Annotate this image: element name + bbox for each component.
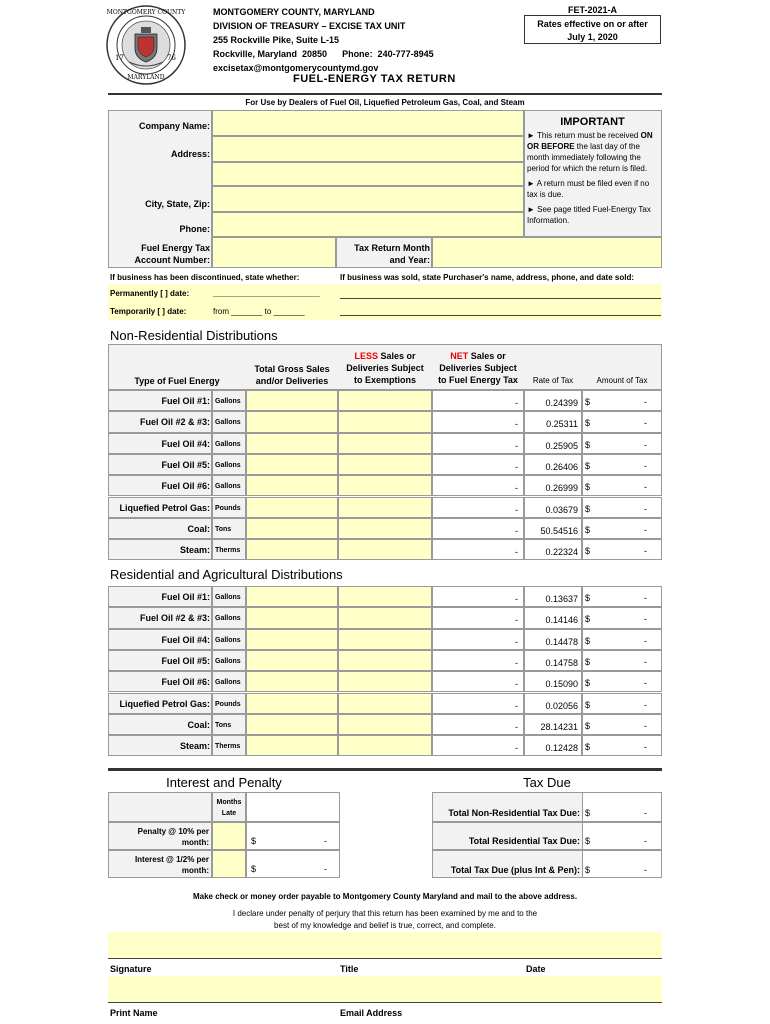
form-subtitle: For Use by Dealers of Fuel Oil, Liquefied Petroleum Gas, Coal, and Steam (245, 98, 525, 107)
nonres-amount-currency: $ (585, 524, 591, 535)
res-rate-value: 0.12428 (524, 735, 582, 756)
address-line-1-input[interactable] (212, 136, 524, 162)
nonres-exempt-input[interactable] (338, 497, 432, 518)
nonres-amount-currency: $ (585, 439, 591, 450)
city-state-zip-input[interactable] (212, 186, 524, 212)
seal-text-top: MONTGOMERY COUNTY (106, 9, 186, 16)
nonres-amount-cell (582, 390, 662, 411)
nonres-fuel-type: Fuel Oil #4: (161, 438, 210, 449)
res-section-title: Residential and Agricultural Distributions (110, 567, 343, 582)
purchaser-line-1[interactable] (340, 298, 661, 299)
res-tax-due-label: Total Residential Tax Due: (468, 836, 580, 846)
address-line-2-input[interactable] (212, 162, 524, 186)
declaration: I declare under penalty of perjury that this return has been examined by me and to the best of my knowledge and belief is true, correct, and complete. (232, 909, 538, 930)
res-amount-cell (582, 693, 662, 714)
months-late-header: Months Late (212, 792, 246, 822)
interest-penalty-title: Interest and Penalty (166, 775, 282, 790)
res-amount-cell (582, 629, 662, 650)
nonres-amount-currency: $ (585, 482, 591, 493)
res-unit: Gallons (212, 671, 246, 692)
nonres-rate-value: 0.03679 (524, 497, 582, 518)
res-tax-due-currency: $ (585, 836, 591, 846)
phone-input[interactable] (212, 212, 524, 237)
res-amount-value: - (644, 720, 647, 731)
nonres-tax-due-cell (582, 792, 662, 822)
nonres-gross-input[interactable] (246, 475, 338, 496)
email-address: excisetax@montgomerycountymd.gov (213, 63, 379, 73)
nonres-amount-currency: $ (585, 397, 591, 407)
res-gross-input[interactable] (246, 650, 338, 671)
seal-year-right: 76 (167, 54, 176, 62)
res-amount-currency: $ (585, 742, 591, 753)
res-amount-value: - (644, 593, 647, 603)
res-fuel-type: Fuel Oil #4: (161, 634, 210, 645)
res-gross-input[interactable] (246, 735, 338, 756)
col-header-amount: Amount of Tax (596, 376, 648, 385)
rates-line-1: Rates effective on or after (537, 19, 648, 29)
res-unit: Gallons (212, 650, 246, 671)
nonres-tax-due-label: Total Non-Residential Tax Due: (448, 808, 580, 818)
nonres-amount-value: - (644, 418, 647, 429)
nonres-amount-cell (582, 518, 662, 539)
nonres-amount-cell (582, 433, 662, 454)
account-number-label (108, 242, 210, 266)
res-gross-input[interactable] (246, 629, 338, 650)
res-exempt-input[interactable] (338, 735, 432, 756)
res-net-value: - (432, 714, 524, 735)
nonres-amount-value: - (644, 397, 647, 407)
nonres-amount-cell (582, 411, 662, 432)
nonres-net-value: - (432, 539, 524, 560)
res-gross-input[interactable] (246, 693, 338, 714)
nonres-fuel-type: Fuel Oil #6: (161, 481, 210, 492)
res-rate-value: 0.14478 (524, 629, 582, 650)
email-address-label: Email Address (340, 1008, 403, 1018)
tax-due-title: Tax Due (523, 775, 571, 790)
total-tax-due-currency: $ (585, 865, 591, 875)
res-net-value: - (432, 607, 524, 628)
nonres-amount-currency: $ (585, 460, 591, 471)
penalty-months-input[interactable] (212, 822, 246, 850)
important-title: IMPORTANT (560, 116, 625, 128)
permanently-date-blank[interactable]: ________________________ (213, 288, 320, 297)
county-seal (105, 4, 187, 86)
nonres-gross-input[interactable] (246, 454, 338, 475)
res-exempt-input[interactable] (338, 714, 432, 735)
nonres-unit: Gallons (212, 411, 246, 432)
res-amount-currency: $ (585, 635, 591, 646)
res-net-value: - (432, 650, 524, 671)
total-tax-due-amount: - (644, 865, 647, 875)
res-rate-value: 0.14758 (524, 650, 582, 671)
nonres-exempt-input[interactable] (338, 518, 432, 539)
res-amount-currency: $ (585, 678, 591, 689)
res-exempt-input[interactable] (338, 629, 432, 650)
nonres-amount-cell (582, 539, 662, 560)
phone-label: Phone: (179, 224, 210, 234)
nonres-gross-input[interactable] (246, 411, 338, 432)
nonres-exempt-input[interactable] (338, 390, 432, 411)
res-amount-value: - (644, 742, 647, 753)
nonres-amount-cell (582, 475, 662, 496)
nonres-net-value: - (432, 433, 524, 454)
sold-note: If business was sold, state Purchaser's name, address, phone, and date sold: (340, 273, 634, 282)
res-net-value: - (432, 671, 524, 692)
res-amount-value: - (644, 656, 647, 667)
important-box (524, 110, 662, 237)
col-header-less: LESS Sales or Deliveries Subject to Exemptions (346, 351, 424, 385)
signature-label: Signature (110, 964, 152, 974)
important-bullet-1: ► This return must be received ON OR BEFORE the last day of the month immediately following the period for which the return is filed. (527, 131, 653, 173)
res-amount-currency: $ (585, 720, 591, 731)
res-fuel-type: Coal: (187, 719, 210, 730)
nonres-exempt-input[interactable] (338, 539, 432, 560)
tax-month-input[interactable] (432, 237, 662, 268)
res-amount-cell (582, 714, 662, 735)
col-header-gross: Total Gross Sales and/or Deliveries (254, 364, 330, 386)
interest-amount: - (324, 864, 327, 874)
nonres-amount-cell (582, 497, 662, 518)
nonres-amount-value: - (644, 503, 647, 514)
payable-note: Make check or money order payable to Montgomery County Maryland and mail to the above address. (192, 892, 578, 901)
res-fuel-type: Fuel Oil #5: (161, 655, 210, 666)
res-fuel-type: Fuel Oil #1: (161, 592, 210, 602)
res-fuel-type: Liquefied Petrol Gas: (119, 698, 210, 709)
discontinued-note: If business has been discontinued, state whether: (110, 273, 300, 282)
nonres-net-value: - (432, 497, 524, 518)
important-bullet-3: ► See page titled Fuel-Energy Tax Information. (527, 205, 651, 225)
res-rate-value: 0.15090 (524, 671, 582, 692)
res-gross-input[interactable] (246, 607, 338, 628)
total-tax-due-cell (582, 850, 662, 878)
interest-header-blank (108, 792, 212, 822)
nonres-exempt-input[interactable] (338, 411, 432, 432)
account-label-line-2: Account Number: (134, 255, 210, 265)
nonres-net-value: - (432, 390, 524, 411)
nonres-amount-currency: $ (585, 503, 591, 514)
col-header-net: NET Sales or Deliveries Subject to Fuel Energy Tax (438, 351, 518, 385)
res-exempt-input[interactable] (338, 650, 432, 671)
res-tax-due-cell (582, 822, 662, 850)
nonres-amount-value: - (644, 439, 647, 450)
nonres-rate-value: 0.25905 (524, 433, 582, 454)
res-amount-cell (582, 735, 662, 756)
company-name-input[interactable] (212, 110, 524, 136)
nonres-fuel-type: Fuel Oil #2 & #3: (139, 417, 210, 428)
penalty-currency: $ (251, 836, 257, 846)
nonres-rate-value: 50.54516 (524, 518, 582, 539)
address-label: Address: (170, 149, 210, 159)
res-rate-value: 0.14146 (524, 607, 582, 628)
city-phone: Rockville, Maryland 20850 Phone: 240-777-8945 (213, 49, 434, 59)
account-label-line-1: Fuel Energy Tax (141, 243, 210, 253)
res-net-value: - (432, 629, 524, 650)
nonres-gross-input[interactable] (246, 539, 338, 560)
res-amount-cell (582, 650, 662, 671)
nonres-unit: Gallons (212, 390, 246, 411)
res-rate-value: 28.14231 (524, 714, 582, 735)
seal-text-bottom: MARYLAND (127, 74, 165, 81)
temporarily-label: Temporarily [ ] date: (110, 307, 187, 316)
nonres-rate-value: 0.22324 (524, 539, 582, 560)
nonres-unit: Gallons (212, 454, 246, 475)
nonres-fuel-type: Steam: (179, 545, 210, 556)
rates-box (524, 15, 661, 44)
nonres-fuel-type: Fuel Oil #1: (161, 396, 210, 406)
nonres-gross-input[interactable] (246, 497, 338, 518)
res-tax-due-amount: - (644, 836, 647, 846)
print-name-input[interactable] (108, 976, 662, 1002)
print-name-line (108, 1002, 662, 1003)
nonres-rate-value: 0.26406 (524, 454, 582, 475)
street-address: 255 Rockville Pike, Suite L-15 (213, 35, 340, 45)
res-unit: Gallons (212, 586, 246, 607)
col-header-type: Type of Fuel Energy (134, 376, 220, 386)
total-tax-due-label: Total Tax Due (plus Int & Pen): (450, 865, 580, 875)
form-id: FET-2021-A (567, 5, 618, 15)
nonres-net-value: - (432, 411, 524, 432)
division-name: DIVISION OF TREASURY – EXCISE TAX UNIT (213, 21, 406, 31)
tax-month-label-line-2: and Year: (389, 255, 430, 265)
nonres-rate-value: 0.24399 (524, 390, 582, 411)
res-fuel-type: Fuel Oil #6: (161, 677, 210, 688)
res-amount-currency: $ (585, 699, 591, 710)
nonres-amount-value: - (644, 482, 647, 493)
seal-year-left: 17 (115, 54, 124, 62)
nonres-unit: Tons (212, 518, 246, 539)
res-unit: Gallons (212, 629, 246, 650)
res-amount-value: - (644, 699, 647, 710)
res-exempt-input[interactable] (338, 671, 432, 692)
res-rate-value: 0.02056 (524, 693, 582, 714)
date-label: Date (526, 964, 546, 974)
res-amount-cell (582, 671, 662, 692)
res-amount-value: - (644, 614, 647, 625)
res-amount-currency: $ (585, 656, 591, 667)
purchaser-line-2[interactable] (340, 315, 661, 316)
res-amount-value: - (644, 678, 647, 689)
nonres-gross-input[interactable] (246, 390, 338, 411)
city-state-zip-label: City, State, Zip: (145, 199, 210, 209)
nonres-amount-cell (582, 454, 662, 475)
col-header-rate: Rate of Tax (532, 376, 574, 385)
res-amount-currency: $ (585, 593, 591, 603)
nonres-tax-due-currency: $ (585, 808, 591, 818)
nonres-unit: Gallons (212, 475, 246, 496)
nonres-unit: Therms (212, 539, 246, 560)
nonres-amount-currency: $ (585, 418, 591, 429)
nonres-amount-currency: $ (585, 546, 591, 557)
res-fuel-type: Steam: (179, 741, 210, 752)
nonres-gross-input[interactable] (246, 433, 338, 454)
tax-month-label (336, 242, 430, 266)
interest-months-input[interactable] (212, 850, 246, 878)
permanently-label: Permanently [ ] date: (110, 289, 190, 298)
res-amount-cell (582, 586, 662, 607)
nonres-fuel-type: Liquefied Petrol Gas: (119, 502, 210, 513)
account-number-input[interactable] (212, 237, 336, 268)
interest-header-amount (246, 792, 340, 822)
signature-line (108, 958, 662, 959)
nonres-exempt-input[interactable] (338, 433, 432, 454)
print-name-label: Print Name (110, 1008, 158, 1018)
res-amount-cell (582, 607, 662, 628)
tax-month-label-line-1: Tax Return Month (354, 243, 430, 253)
county-name: MONTGOMERY COUNTY, MARYLAND (213, 7, 375, 17)
res-rate-value: 0.13637 (524, 586, 582, 607)
nonres-net-value: - (432, 454, 524, 475)
res-amount-currency: $ (585, 614, 591, 625)
important-bullet-2: ► A return must be filed even if no tax is due. (527, 179, 650, 199)
nonres-exempt-input[interactable] (338, 475, 432, 496)
res-unit: Gallons (212, 607, 246, 628)
penalty-label: Penalty @ 10% per month: (108, 822, 212, 850)
title-rule (108, 93, 662, 95)
nonres-section-title: Non-Residential Distributions (110, 328, 278, 343)
res-net-value: - (432, 586, 524, 607)
rates-line-2: July 1, 2020 (567, 32, 618, 42)
res-net-value: - (432, 735, 524, 756)
nonres-amount-value: - (644, 546, 647, 557)
nonres-rate-value: 0.25311 (524, 411, 582, 432)
nonres-gross-input[interactable] (246, 518, 338, 539)
nonres-unit: Gallons (212, 433, 246, 454)
penalty-amount: - (324, 836, 327, 846)
res-gross-input[interactable] (246, 671, 338, 692)
res-unit: Pounds (212, 693, 246, 714)
res-amount-value: - (644, 635, 647, 646)
company-name-label: Company Name: (138, 121, 210, 131)
title-label: Title (340, 964, 359, 974)
nonres-unit: Pounds (212, 497, 246, 518)
res-exempt-input[interactable] (338, 607, 432, 628)
nonres-exempt-input[interactable] (338, 454, 432, 475)
section-divider (108, 768, 662, 771)
nonres-fuel-type: Fuel Oil #5: (161, 459, 210, 470)
res-gross-input[interactable] (246, 714, 338, 735)
interest-label: Interest @ 1/2% per month: (108, 850, 212, 878)
nonres-tax-due-amount: - (644, 808, 647, 818)
res-net-value: - (432, 693, 524, 714)
nonres-amount-value: - (644, 460, 647, 471)
form-title: FUEL-ENERGY TAX RETURN (293, 73, 456, 85)
res-exempt-input[interactable] (338, 693, 432, 714)
res-fuel-type: Fuel Oil #2 & #3: (139, 613, 210, 624)
res-unit: Therms (212, 735, 246, 756)
nonres-fuel-type: Coal: (187, 523, 210, 534)
res-unit: Tons (212, 714, 246, 735)
nonres-net-value: - (432, 518, 524, 539)
nonres-rate-value: 0.26999 (524, 475, 582, 496)
temporarily-from-to[interactable]: from _______ to _______ (213, 307, 305, 316)
nonres-amount-value: - (644, 524, 647, 535)
nonres-net-value: - (432, 475, 524, 496)
interest-currency: $ (251, 864, 257, 874)
res-exempt-input[interactable] (338, 586, 432, 607)
signature-input[interactable] (108, 932, 662, 958)
res-gross-input[interactable] (246, 586, 338, 607)
